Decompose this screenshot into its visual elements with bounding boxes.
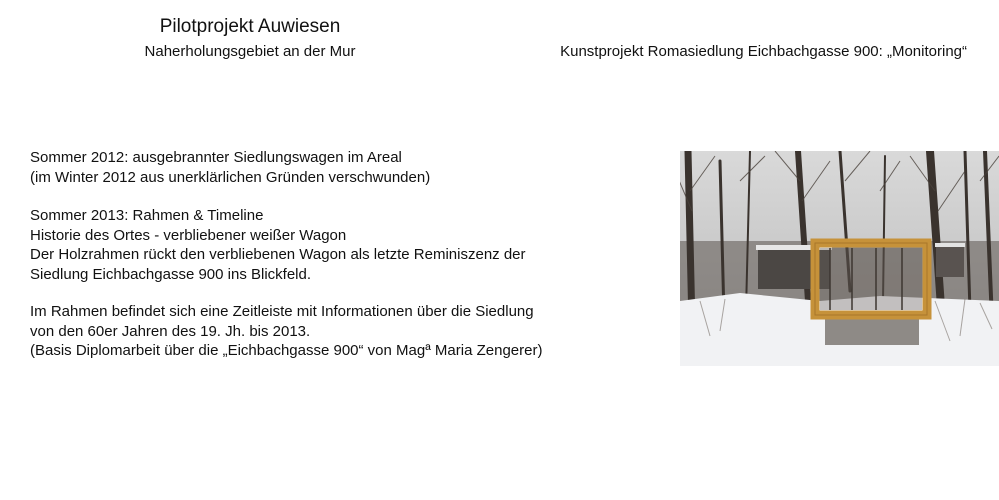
text-line: Im Rahmen befindet sich eine Zeitleiste mit Informationen über die Siedlung [30, 303, 534, 320]
text-line: Sommer 2012: ausgebrannter Siedlungswagen im Areal [30, 149, 402, 166]
photo-wooden-frame [680, 151, 999, 366]
text-block-2012 [30, 148, 430, 187]
text-block-timeline [30, 302, 542, 361]
text-line: (im Winter 2012 aus unerklärlichen Gründen verschwunden) [30, 168, 431, 186]
page-title: Pilotprojekt Auwiesen [159, 16, 341, 37]
text-line: von den 60er Jahren des 19. Jh. bis 2013. [30, 322, 311, 340]
text-line: Sommer 2013: Rahmen & Timeline [30, 207, 264, 224]
photo-wooden-frame-icon [680, 151, 999, 366]
text-block-2013 [30, 206, 526, 284]
project-title: Kunstprojekt Romasiedlung Eichbachgasse 900: „Monitoring“ [560, 43, 967, 60]
text-line: Der Holzrahmen rückt den verbliebenen Wagon als letzte Reminiszenz der [30, 246, 526, 263]
text-line: Siedlung Eichbachgasse 900 ins Blickfeld. [30, 265, 312, 283]
text-line: Historie des Ortes - verbliebener weißer Wagon [30, 226, 347, 244]
text-line: (Basis Diplomarbeit über die „Eichbachgasse 900“ von Magª Maria Zengerer) [30, 342, 543, 359]
page-subtitle: Naherholungsgebiet an der Mur [144, 43, 356, 60]
